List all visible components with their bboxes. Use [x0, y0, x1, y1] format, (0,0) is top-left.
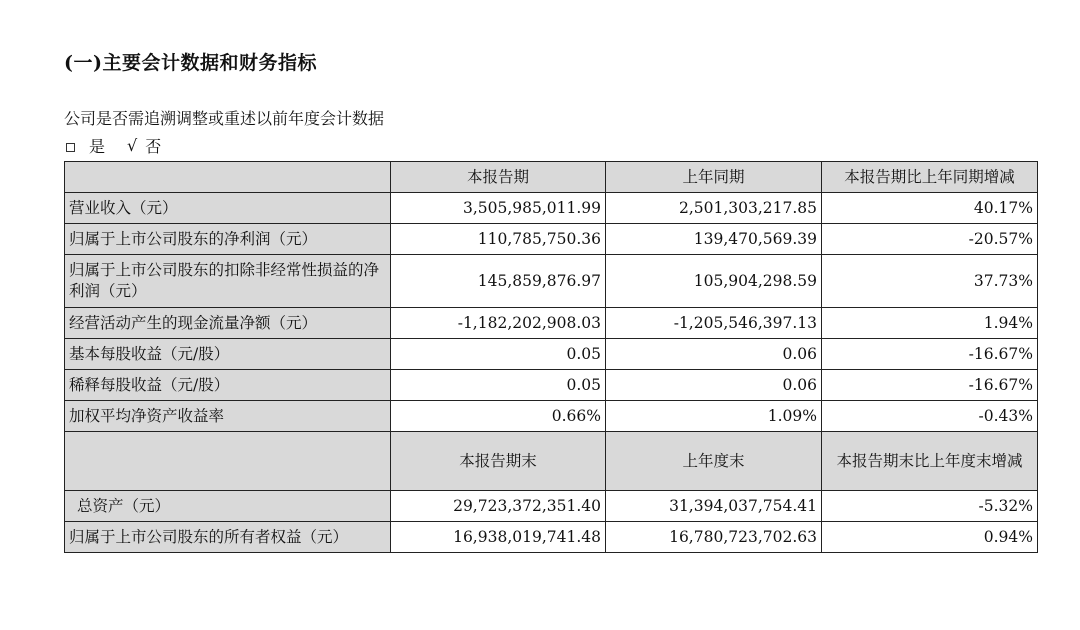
current-period-value: 0.05 [391, 339, 606, 370]
option-no: 否 [145, 137, 162, 156]
column-header: 本报告期比上年同期增减 [822, 162, 1038, 193]
row-label: 归属于上市公司股东的扣除非经常性损益的净利润（元） [65, 255, 391, 308]
restatement-options [66, 134, 161, 157]
column-header: 本报告期末 [391, 432, 606, 491]
change-value: 1.94% [822, 308, 1038, 339]
current-period-value: 16,938,019,741.48 [391, 522, 606, 553]
change-value: -20.57% [822, 224, 1038, 255]
table-row [65, 491, 1038, 522]
prior-period-value: 0.06 [606, 370, 822, 401]
prior-period-value: 0.06 [606, 339, 822, 370]
header-blank-cell [65, 162, 391, 193]
table-body [65, 162, 1038, 553]
current-period-value: 145,859,876.97 [391, 255, 606, 308]
prior-period-value: 105,904,298.59 [606, 255, 822, 308]
checkbox-icon [66, 143, 75, 152]
row-label: 基本每股收益（元/股） [65, 339, 391, 370]
table-row [65, 401, 1038, 432]
change-value: 40.17% [822, 193, 1038, 224]
change-value: 37.73% [822, 255, 1038, 308]
table-row [65, 255, 1038, 308]
option-yes: 是 [89, 137, 106, 156]
row-label: 加权平均净资产收益率 [65, 401, 391, 432]
current-period-value: 3,505,985,011.99 [391, 193, 606, 224]
prior-period-value: 31,394,037,754.41 [606, 491, 822, 522]
financial-indicators-table [64, 161, 1038, 553]
current-period-value: 0.05 [391, 370, 606, 401]
prior-period-value: 139,470,569.39 [606, 224, 822, 255]
table-header-row [65, 162, 1038, 193]
current-period-value: 29,723,372,351.40 [391, 491, 606, 522]
change-value: -0.43% [822, 401, 1038, 432]
table-row [65, 224, 1038, 255]
row-label: 经营活动产生的现金流量净额（元） [65, 308, 391, 339]
prior-period-value: 2,501,303,217.85 [606, 193, 822, 224]
column-header: 本报告期末比上年度末增减 [822, 432, 1038, 491]
change-value: 0.94% [822, 522, 1038, 553]
table-row [65, 339, 1038, 370]
check-mark: √ [127, 136, 138, 155]
prior-period-value: 16,780,723,702.63 [606, 522, 822, 553]
prior-period-value: 1.09% [606, 401, 822, 432]
row-label: 稀释每股收益（元/股） [65, 370, 391, 401]
change-value: -16.67% [822, 370, 1038, 401]
restatement-question: 公司是否需追溯调整或重述以前年度会计数据 [64, 109, 385, 128]
row-label: 归属于上市公司股东的所有者权益（元） [65, 522, 391, 553]
column-header: 本报告期 [391, 162, 606, 193]
column-header: 上年同期 [606, 162, 822, 193]
prior-period-value: -1,205,546,397.13 [606, 308, 822, 339]
table-row [65, 370, 1038, 401]
row-label: 总资产（元） [65, 491, 391, 522]
table-row [65, 522, 1038, 553]
table-row [65, 308, 1038, 339]
row-label: 营业收入（元） [65, 193, 391, 224]
column-header: 上年度末 [606, 432, 822, 491]
current-period-value: 110,785,750.36 [391, 224, 606, 255]
change-value: -16.67% [822, 339, 1038, 370]
section-heading: (一)主要会计数据和财务指标 [64, 52, 317, 74]
header-blank-cell [65, 432, 391, 491]
current-period-value: -1,182,202,908.03 [391, 308, 606, 339]
change-value: -5.32% [822, 491, 1038, 522]
current-period-value: 0.66% [391, 401, 606, 432]
table-row [65, 193, 1038, 224]
row-label: 归属于上市公司股东的净利润（元） [65, 224, 391, 255]
table-header-row [65, 432, 1038, 491]
